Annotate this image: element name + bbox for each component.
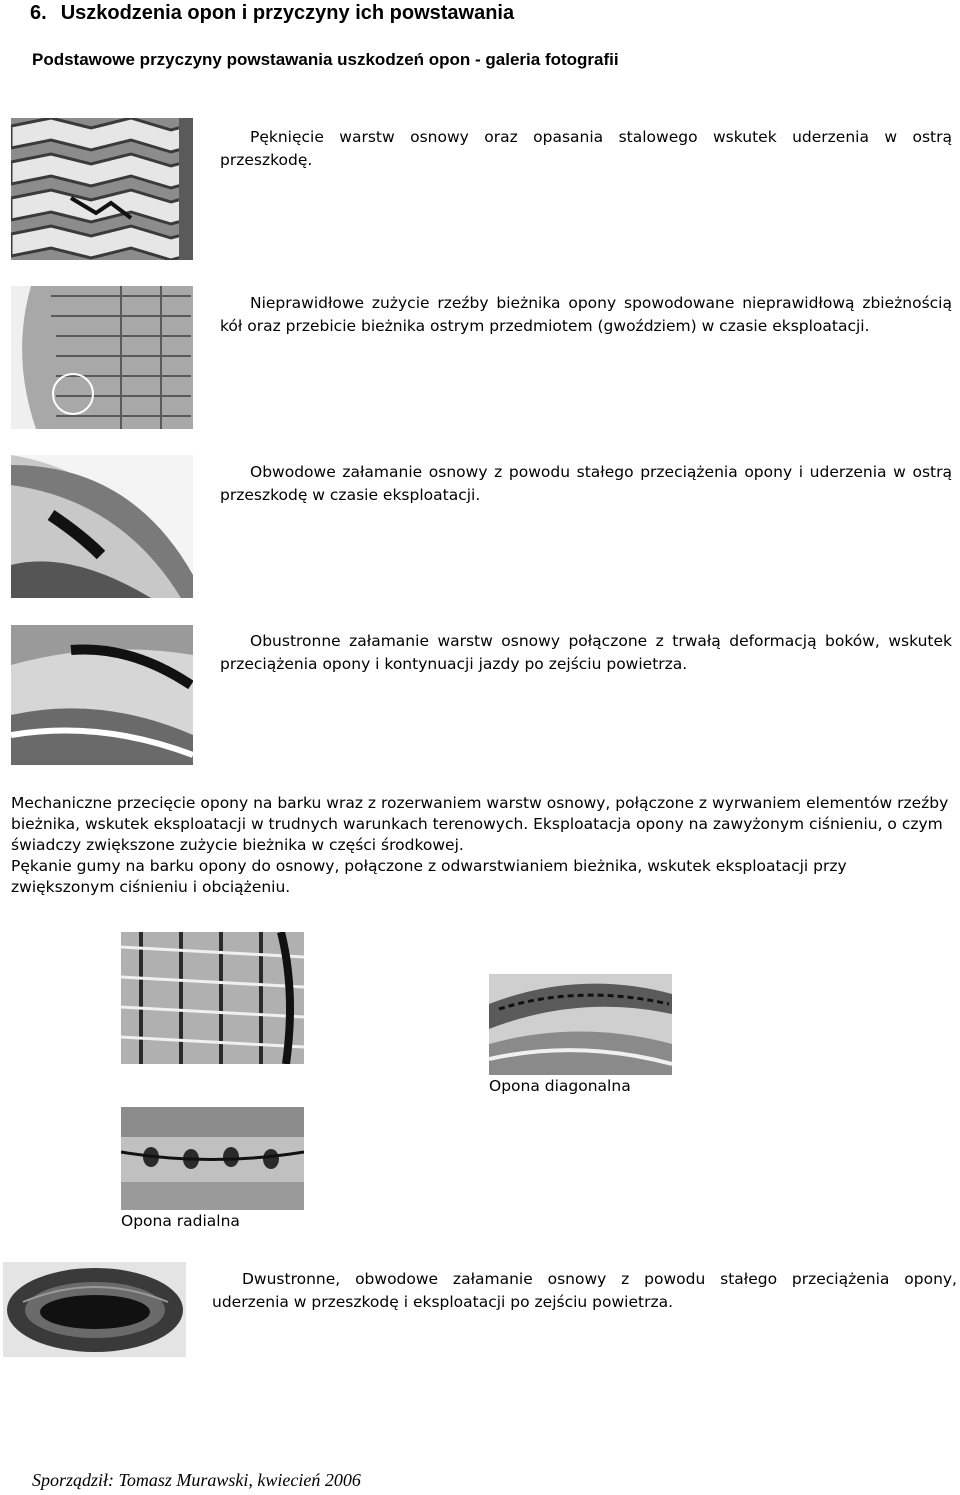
section-number: 6. <box>30 2 47 24</box>
photo-caption-3: Obwodowe załamanie osnowy z powodu stałego przeciążenia opony i uderzenia w ostrą przeszkodę w czasie eksploatacji. <box>220 463 952 504</box>
photo-caption-1: Pęknięcie warstw osnowy oraz opasania stalowego wskutek uderzenia w ostrą przeszkodę. <box>220 128 952 169</box>
photo-caption-2: Nieprawidłowe zużycie rzeźby bieżnika opony spowodowane nieprawidłową zbieżnością kół oraz przebicie bieżnika ostrym przedmiotem (gwoździem) w czasie eksploatacji. <box>220 294 952 335</box>
tire-photo-shoulder-cut <box>121 932 304 1064</box>
description-paragraph-1: Mechaniczne przecięcie opony na barku wraz z rozerwaniem warstw osnowy, połączone z wyrwaniem elementów rzeźby bieżnika, wskutek eksploatacji w trudnych warunkach terenowych. Eksploatacja opony na zawyżonym ciśnieniu, o czym świadczy zwiększone zużycie bieżnika w części środkowej. <box>11 794 949 854</box>
footer-author: Sporządził: Tomasz Murawski, kwiecień 2006 <box>32 1470 361 1490</box>
photo-caption-4: Obustronne załamanie warstw osnowy połączone z trwałą deformacją boków, wskutek przeciążenia opony i kontynuacji jazdy po zejściu powietrza. <box>220 632 952 673</box>
label-diagonal-tire: Opona diagonalna <box>489 1077 631 1095</box>
description-paragraph-2: Pękanie gumy na barku opony do osnowy, połączone z odwarstwianiem bieżnika, wskutek eksploatacji przy zwiększonym ciśnieniu i obciążeniu. <box>11 857 847 896</box>
label-radial-tire: Opona radialna <box>121 1212 240 1230</box>
tire-photo-whole-tire <box>3 1262 186 1357</box>
tire-photo-diagonal <box>489 974 672 1075</box>
section-title: Uszkodzenia opon i przyczyny ich powstawania <box>60 2 515 24</box>
gallery-subheading: Podstawowe przyczyny powstawania uszkodzeń opon - galeria fotografii <box>32 50 619 69</box>
tire-photo-radial <box>121 1107 304 1210</box>
tire-photo-irregular-wear <box>11 286 193 429</box>
tire-photo-circumferential-break <box>11 455 193 598</box>
tire-photo-two-sided-break <box>11 625 193 765</box>
section-heading <box>30 2 514 25</box>
photo-caption-last: Dwustronne, obwodowe załamanie osnowy z powodu stałego przeciążenia opony, uderzenia w przeszkodę i eksploatacji po zejściu powietrza. <box>212 1270 957 1311</box>
tire-photo-tread-cut <box>11 118 193 260</box>
